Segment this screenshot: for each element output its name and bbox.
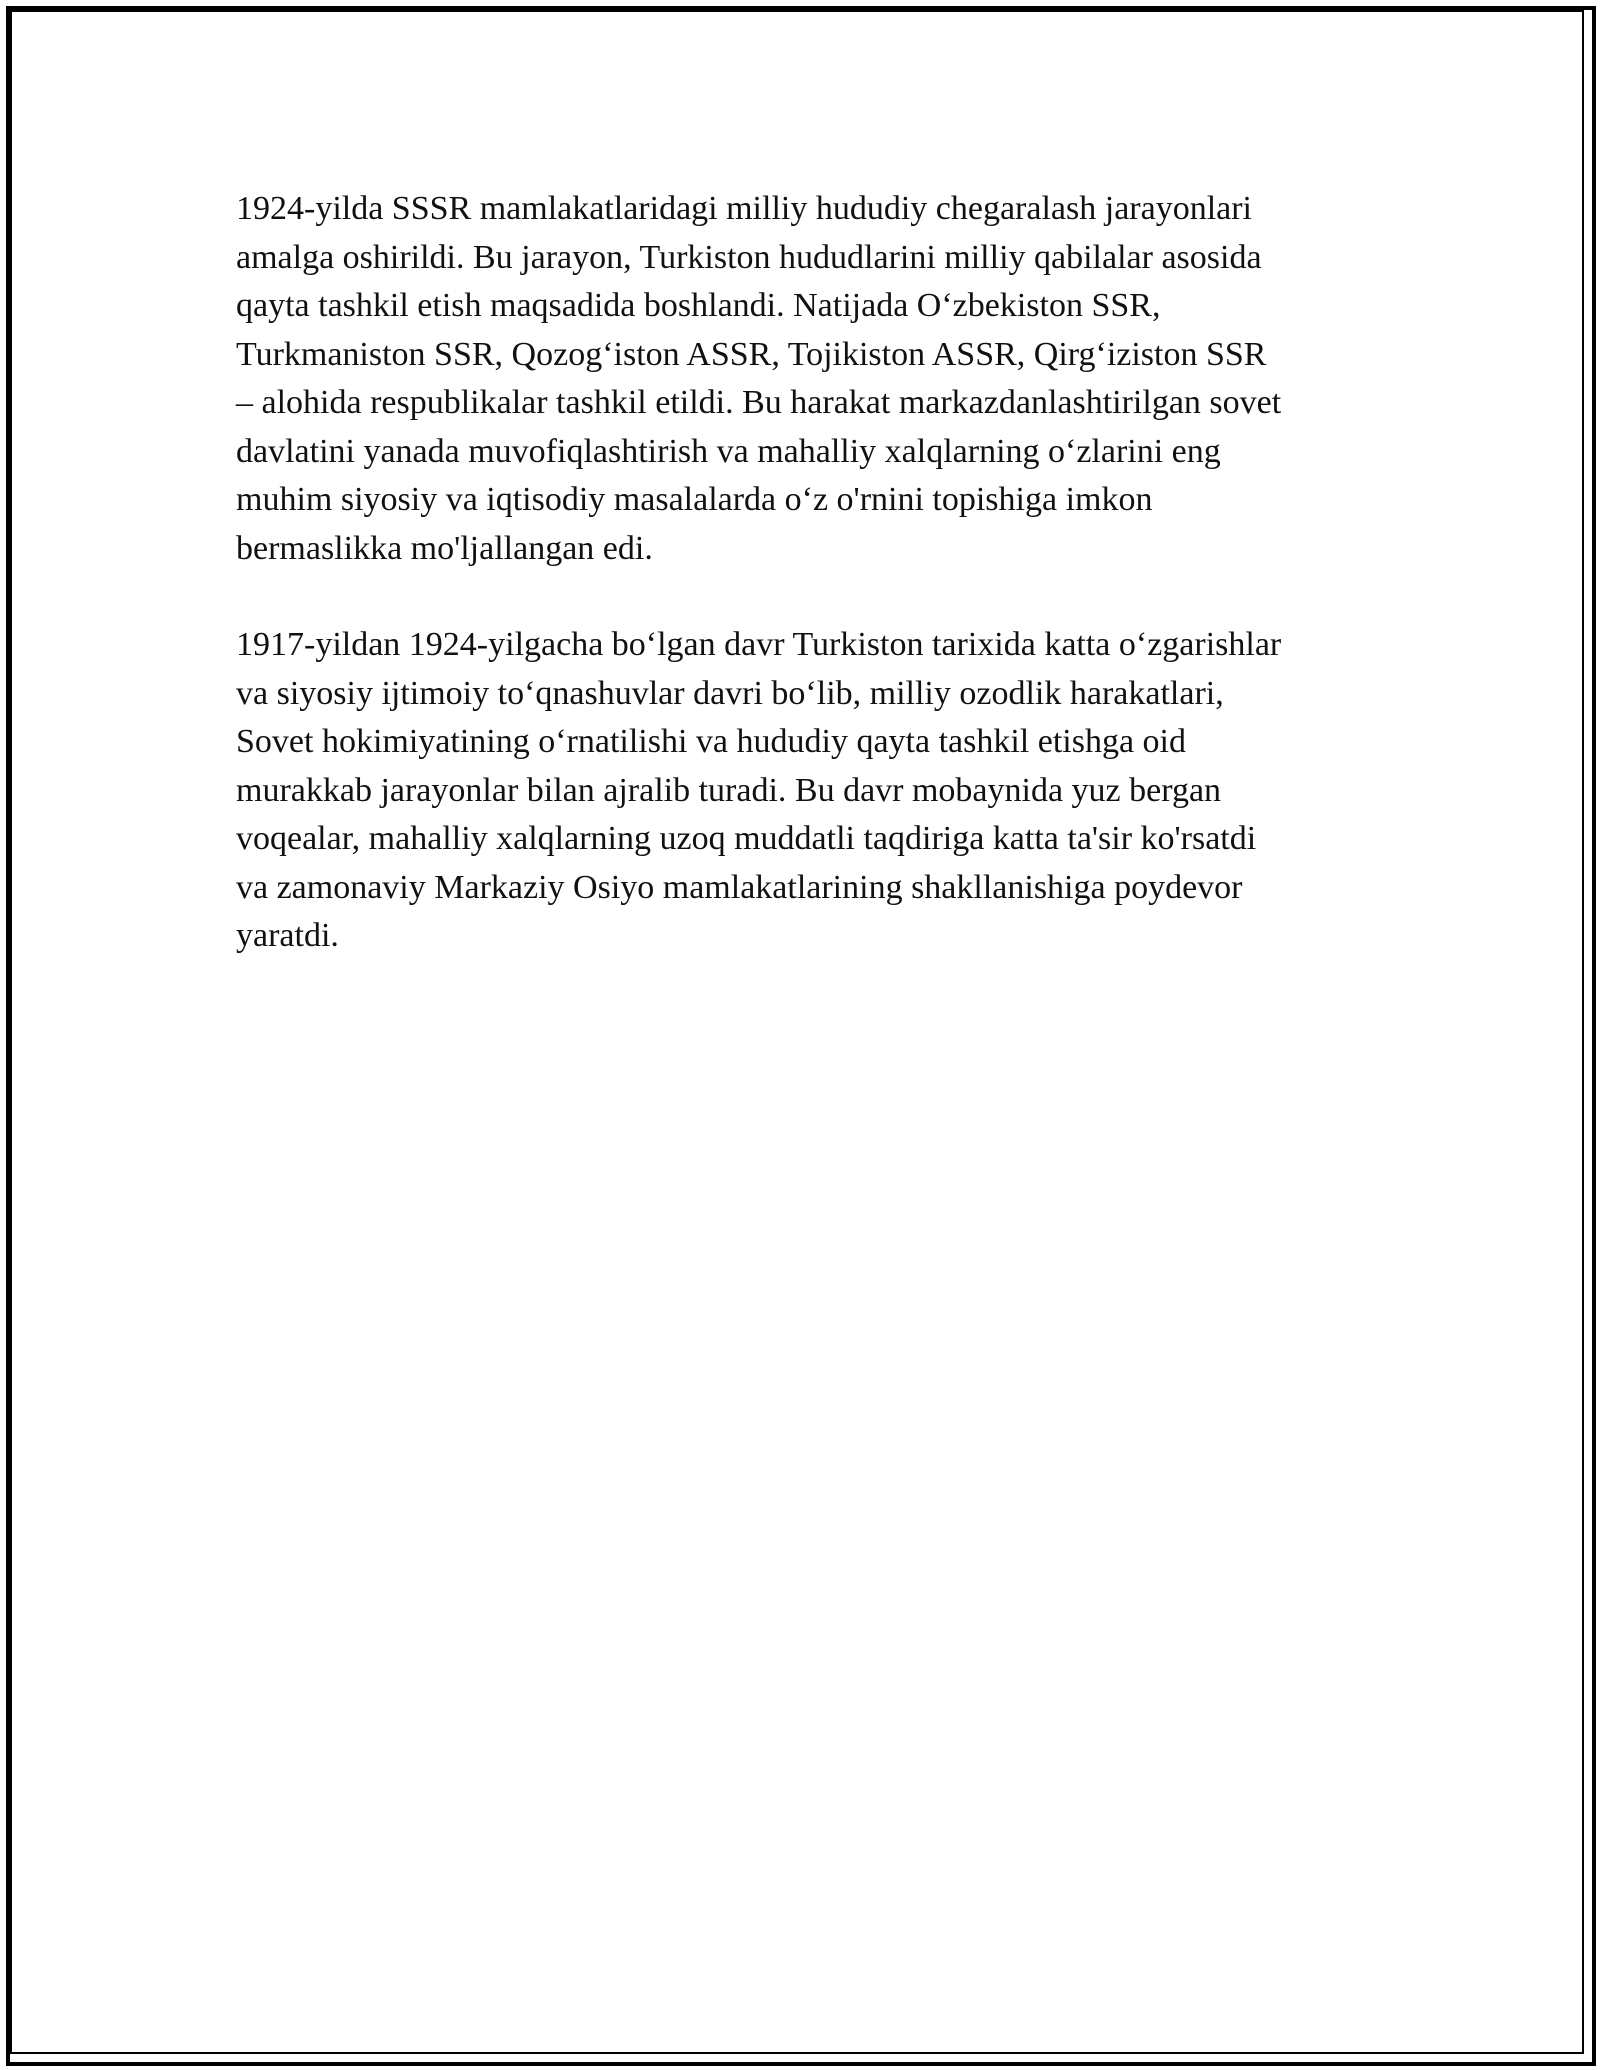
paragraph-1: 1924-yilda SSSR mamlakatlaridagi milliy hududiy chegaralash jarayonlari amalga oshirildi. Bu jarayon, Turkiston hududlarini milliy qabilalar asosida qayta tashkil etish maqsadida boshlandi. Natijada O‘zbekiston SSR, Turkmaniston SSR, Qozog‘iston ASSR, Tojikiston ASSR, Qirg‘iziston SSR – alohida respublikalar tashkil etildi. Bu harakat markazdanlashtirilgan sovet davlatini yanada muvofiqlashtirish va mahalliy xalqlarning o‘zlarini eng muhim siyosiy va iqtisodiy masalalarda o‘z o'rnini topishiga imkon bermaslikka mo'ljallangan edi. [236, 190, 1282, 567]
document-body [236, 185, 1376, 961]
paragraph-2: 1917-yildan 1924-yilgacha bo‘lgan davr Turkiston tarixida katta o‘zgarishlar va siyosiy ijtimoiy to‘qnashuvlar davri bo‘lib, milliy ozodlik harakatlari, Sovet hokimiyatining o‘rnatilishi va hududiy qayta tashkil etishga oid murakkab jarayonlar bilan ajralib turadi. Bu davr mobaynida yuz bergan voqealar, mahalliy xalqlarning uzoq muddatli taqdiriga katta ta'sir ko'rsatdi va zamonaviy Markaziy Osiyo mamlakatlarining shakllanishiga poydevor yaratdi. [236, 626, 1282, 954]
